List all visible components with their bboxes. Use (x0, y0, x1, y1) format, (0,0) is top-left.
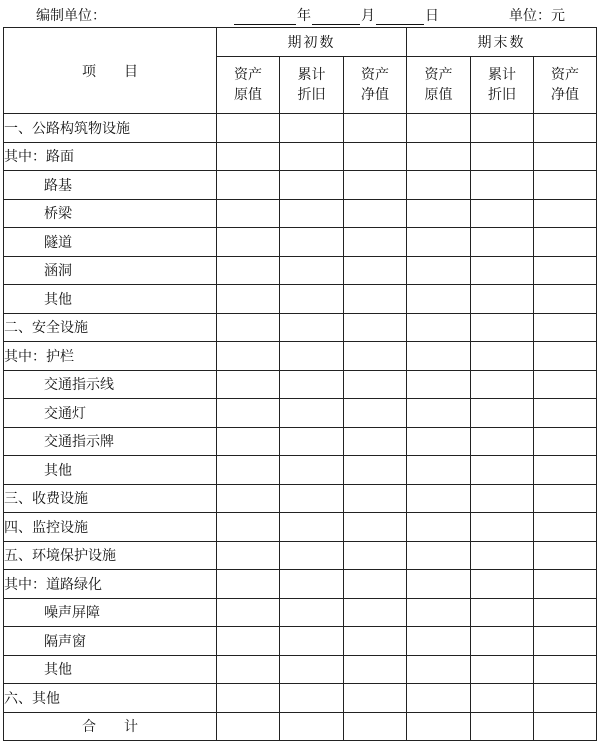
table-cell[interactable] (534, 712, 597, 741)
table-cell[interactable] (534, 684, 597, 713)
table-cell[interactable] (280, 171, 344, 200)
row-label: 其中：护栏 (4, 342, 217, 371)
table-cell[interactable] (471, 114, 534, 143)
table-cell[interactable] (534, 285, 597, 314)
table-cell[interactable] (344, 399, 407, 428)
table-cell[interactable] (471, 541, 534, 570)
compiling-unit-label: 编制单位： (36, 8, 106, 24)
table-cell[interactable] (534, 541, 597, 570)
table-cell[interactable] (344, 285, 407, 314)
table-cell[interactable] (534, 655, 597, 684)
end-net-value-header: 资产 净值 (534, 57, 597, 114)
day-blank[interactable] (376, 9, 424, 25)
table-cell[interactable] (344, 598, 407, 627)
table-cell[interactable] (217, 114, 280, 143)
table-row (4, 142, 597, 171)
begin-accumulated-depreciation-header: 累计 折旧 (280, 57, 344, 114)
table-row (4, 228, 597, 257)
table-cell[interactable] (280, 712, 344, 741)
table-cell[interactable] (217, 370, 280, 399)
table-cell[interactable] (344, 342, 407, 371)
table-cell[interactable] (407, 228, 471, 257)
table-cell[interactable] (280, 142, 344, 171)
table-cell[interactable] (217, 256, 280, 285)
table-cell[interactable] (471, 171, 534, 200)
table-cell[interactable] (217, 456, 280, 485)
row-label: 五、环境保护设施 (4, 541, 217, 570)
table-cell[interactable] (280, 627, 344, 656)
table-row (4, 456, 597, 485)
table-cell[interactable] (407, 627, 471, 656)
table-cell[interactable] (471, 370, 534, 399)
table-row (4, 570, 597, 599)
table-cell[interactable] (407, 712, 471, 741)
row-label: 交通灯 (4, 399, 217, 428)
table-cell[interactable] (280, 655, 344, 684)
table-row (4, 627, 597, 656)
table-cell[interactable] (344, 627, 407, 656)
asset-report-table (3, 27, 597, 741)
table-cell[interactable] (344, 513, 407, 542)
table-cell[interactable] (344, 114, 407, 143)
beginning-balance-header: 期初数 (217, 28, 407, 57)
table-row (4, 399, 597, 428)
ending-balance-header: 期末数 (407, 28, 597, 57)
table-cell[interactable] (280, 570, 344, 599)
table-cell[interactable] (471, 427, 534, 456)
table-row (4, 484, 597, 513)
table-cell[interactable] (344, 313, 407, 342)
table-cell[interactable] (217, 342, 280, 371)
table-cell[interactable] (217, 541, 280, 570)
table-cell[interactable] (344, 199, 407, 228)
table-cell[interactable] (344, 484, 407, 513)
table-cell[interactable] (344, 427, 407, 456)
table-cell[interactable] (280, 456, 344, 485)
table-cell[interactable] (344, 684, 407, 713)
currency-unit-label: 单位：元 (509, 8, 565, 24)
table-cell[interactable] (534, 199, 597, 228)
table-cell[interactable] (280, 342, 344, 371)
table-cell[interactable] (280, 228, 344, 257)
row-label: 其他 (4, 655, 217, 684)
table-cell[interactable] (471, 627, 534, 656)
table-cell[interactable] (471, 342, 534, 371)
table-cell[interactable] (407, 285, 471, 314)
table-cell[interactable] (280, 541, 344, 570)
table-cell[interactable] (471, 570, 534, 599)
table-cell[interactable] (534, 370, 597, 399)
table-cell[interactable] (217, 598, 280, 627)
table-cell[interactable] (471, 712, 534, 741)
table-cell[interactable] (407, 655, 471, 684)
table-cell[interactable] (217, 313, 280, 342)
table-cell[interactable] (280, 484, 344, 513)
end-original-value-header: 资产 原值 (407, 57, 471, 114)
month-label: 月 (361, 8, 375, 24)
row-label: 二、安全设施 (4, 313, 217, 342)
table-cell[interactable] (344, 171, 407, 200)
table-body (4, 114, 597, 713)
table-cell[interactable] (217, 427, 280, 456)
day-label: 日 (425, 8, 439, 24)
row-label: 路基 (4, 171, 217, 200)
begin-net-value-header: 资产 净值 (344, 57, 407, 114)
table-cell[interactable] (471, 285, 534, 314)
table-cell[interactable] (407, 456, 471, 485)
table-cell[interactable] (280, 684, 344, 713)
table-cell[interactable] (344, 570, 407, 599)
table-cell[interactable] (344, 370, 407, 399)
table-cell[interactable] (471, 655, 534, 684)
table-cell[interactable] (407, 684, 471, 713)
table-cell[interactable] (217, 171, 280, 200)
table-row (4, 171, 597, 200)
row-label: 其他 (4, 456, 217, 485)
row-label: 其中：路面 (4, 142, 217, 171)
total-row (4, 712, 597, 741)
table-cell[interactable] (217, 684, 280, 713)
row-label: 噪声屏障 (4, 598, 217, 627)
table-cell[interactable] (534, 313, 597, 342)
row-label: 四、监控设施 (4, 513, 217, 542)
table-cell[interactable] (407, 342, 471, 371)
table-cell[interactable] (407, 399, 471, 428)
table-cell[interactable] (534, 598, 597, 627)
table-cell[interactable] (471, 142, 534, 171)
table-cell[interactable] (344, 541, 407, 570)
table-row (4, 199, 597, 228)
table-cell[interactable] (471, 684, 534, 713)
project-column-header: 项 目 (4, 28, 217, 114)
table-row (4, 285, 597, 314)
table-cell[interactable] (280, 427, 344, 456)
table-cell[interactable] (407, 541, 471, 570)
table-cell[interactable] (280, 370, 344, 399)
row-label: 一、公路构筑物设施 (4, 114, 217, 143)
table-cell[interactable] (471, 199, 534, 228)
total-label: 合 计 (4, 712, 217, 741)
table-cell[interactable] (407, 513, 471, 542)
table-cell[interactable] (344, 142, 407, 171)
table-row (4, 427, 597, 456)
table-cell[interactable] (217, 513, 280, 542)
table-cell[interactable] (280, 598, 344, 627)
table-cell[interactable] (344, 256, 407, 285)
table-cell[interactable] (471, 484, 534, 513)
table-cell[interactable] (217, 484, 280, 513)
table-cell[interactable] (407, 142, 471, 171)
table-cell[interactable] (217, 199, 280, 228)
table-cell[interactable] (217, 142, 280, 171)
table-cell[interactable] (344, 712, 407, 741)
year-label: 年 (297, 8, 311, 24)
row-label: 六、其他 (4, 684, 217, 713)
table-cell[interactable] (407, 114, 471, 143)
table-cell[interactable] (534, 142, 597, 171)
table-row (4, 114, 597, 143)
table-row (4, 342, 597, 371)
row-label: 其中：道路绿化 (4, 570, 217, 599)
table-cell[interactable] (471, 313, 534, 342)
table-cell[interactable] (217, 627, 280, 656)
table-cell[interactable] (217, 228, 280, 257)
table-row (4, 256, 597, 285)
row-label: 涵洞 (4, 256, 217, 285)
table-cell[interactable] (534, 513, 597, 542)
table-cell[interactable] (534, 342, 597, 371)
table-cell[interactable] (217, 655, 280, 684)
table-cell[interactable] (407, 171, 471, 200)
row-label: 交通指示牌 (4, 427, 217, 456)
table-cell[interactable] (407, 256, 471, 285)
table-cell[interactable] (217, 285, 280, 314)
table-cell[interactable] (534, 484, 597, 513)
table-cell[interactable] (407, 570, 471, 599)
row-label: 其他 (4, 285, 217, 314)
table-cell[interactable] (534, 228, 597, 257)
table-cell[interactable] (471, 256, 534, 285)
table-cell[interactable] (280, 399, 344, 428)
table-cell[interactable] (407, 598, 471, 627)
table-cell[interactable] (280, 513, 344, 542)
table-row (4, 598, 597, 627)
row-label: 隔声窗 (4, 627, 217, 656)
table-cell[interactable] (534, 427, 597, 456)
row-label: 桥梁 (4, 199, 217, 228)
table-cell[interactable] (407, 484, 471, 513)
table-cell[interactable] (407, 370, 471, 399)
report-header (0, 0, 601, 27)
table-cell[interactable] (471, 399, 534, 428)
table-cell[interactable] (534, 114, 597, 143)
table-cell[interactable] (534, 456, 597, 485)
table-cell[interactable] (344, 456, 407, 485)
table-cell[interactable] (217, 399, 280, 428)
table-row (4, 684, 597, 713)
table-cell[interactable] (217, 570, 280, 599)
table-row (4, 541, 597, 570)
row-label: 三、收费设施 (4, 484, 217, 513)
table-cell[interactable] (407, 313, 471, 342)
table-cell[interactable] (344, 228, 407, 257)
month-blank[interactable] (312, 9, 360, 25)
table-cell[interactable] (280, 199, 344, 228)
year-blank[interactable] (234, 9, 296, 25)
table-row (4, 370, 597, 399)
table-cell[interactable] (534, 171, 597, 200)
table-cell[interactable] (534, 399, 597, 428)
table-cell[interactable] (217, 712, 280, 741)
table-cell[interactable] (534, 570, 597, 599)
table-cell[interactable] (280, 313, 344, 342)
table-cell[interactable] (471, 513, 534, 542)
table-cell[interactable] (407, 199, 471, 228)
table-row (4, 655, 597, 684)
table-row (4, 313, 597, 342)
table-cell[interactable] (407, 427, 471, 456)
end-accumulated-depreciation-header: 累计 折旧 (471, 57, 534, 114)
table-cell[interactable] (534, 627, 597, 656)
table-cell[interactable] (344, 655, 407, 684)
table-cell[interactable] (280, 285, 344, 314)
row-label: 隧道 (4, 228, 217, 257)
table-cell[interactable] (471, 228, 534, 257)
table-cell[interactable] (534, 256, 597, 285)
row-label: 交通指示线 (4, 370, 217, 399)
begin-original-value-header: 资产 原值 (217, 57, 280, 114)
table-cell[interactable] (471, 456, 534, 485)
table-cell[interactable] (280, 114, 344, 143)
table-cell[interactable] (471, 598, 534, 627)
table-row (4, 513, 597, 542)
table-cell[interactable] (280, 256, 344, 285)
date-fields (234, 5, 440, 25)
